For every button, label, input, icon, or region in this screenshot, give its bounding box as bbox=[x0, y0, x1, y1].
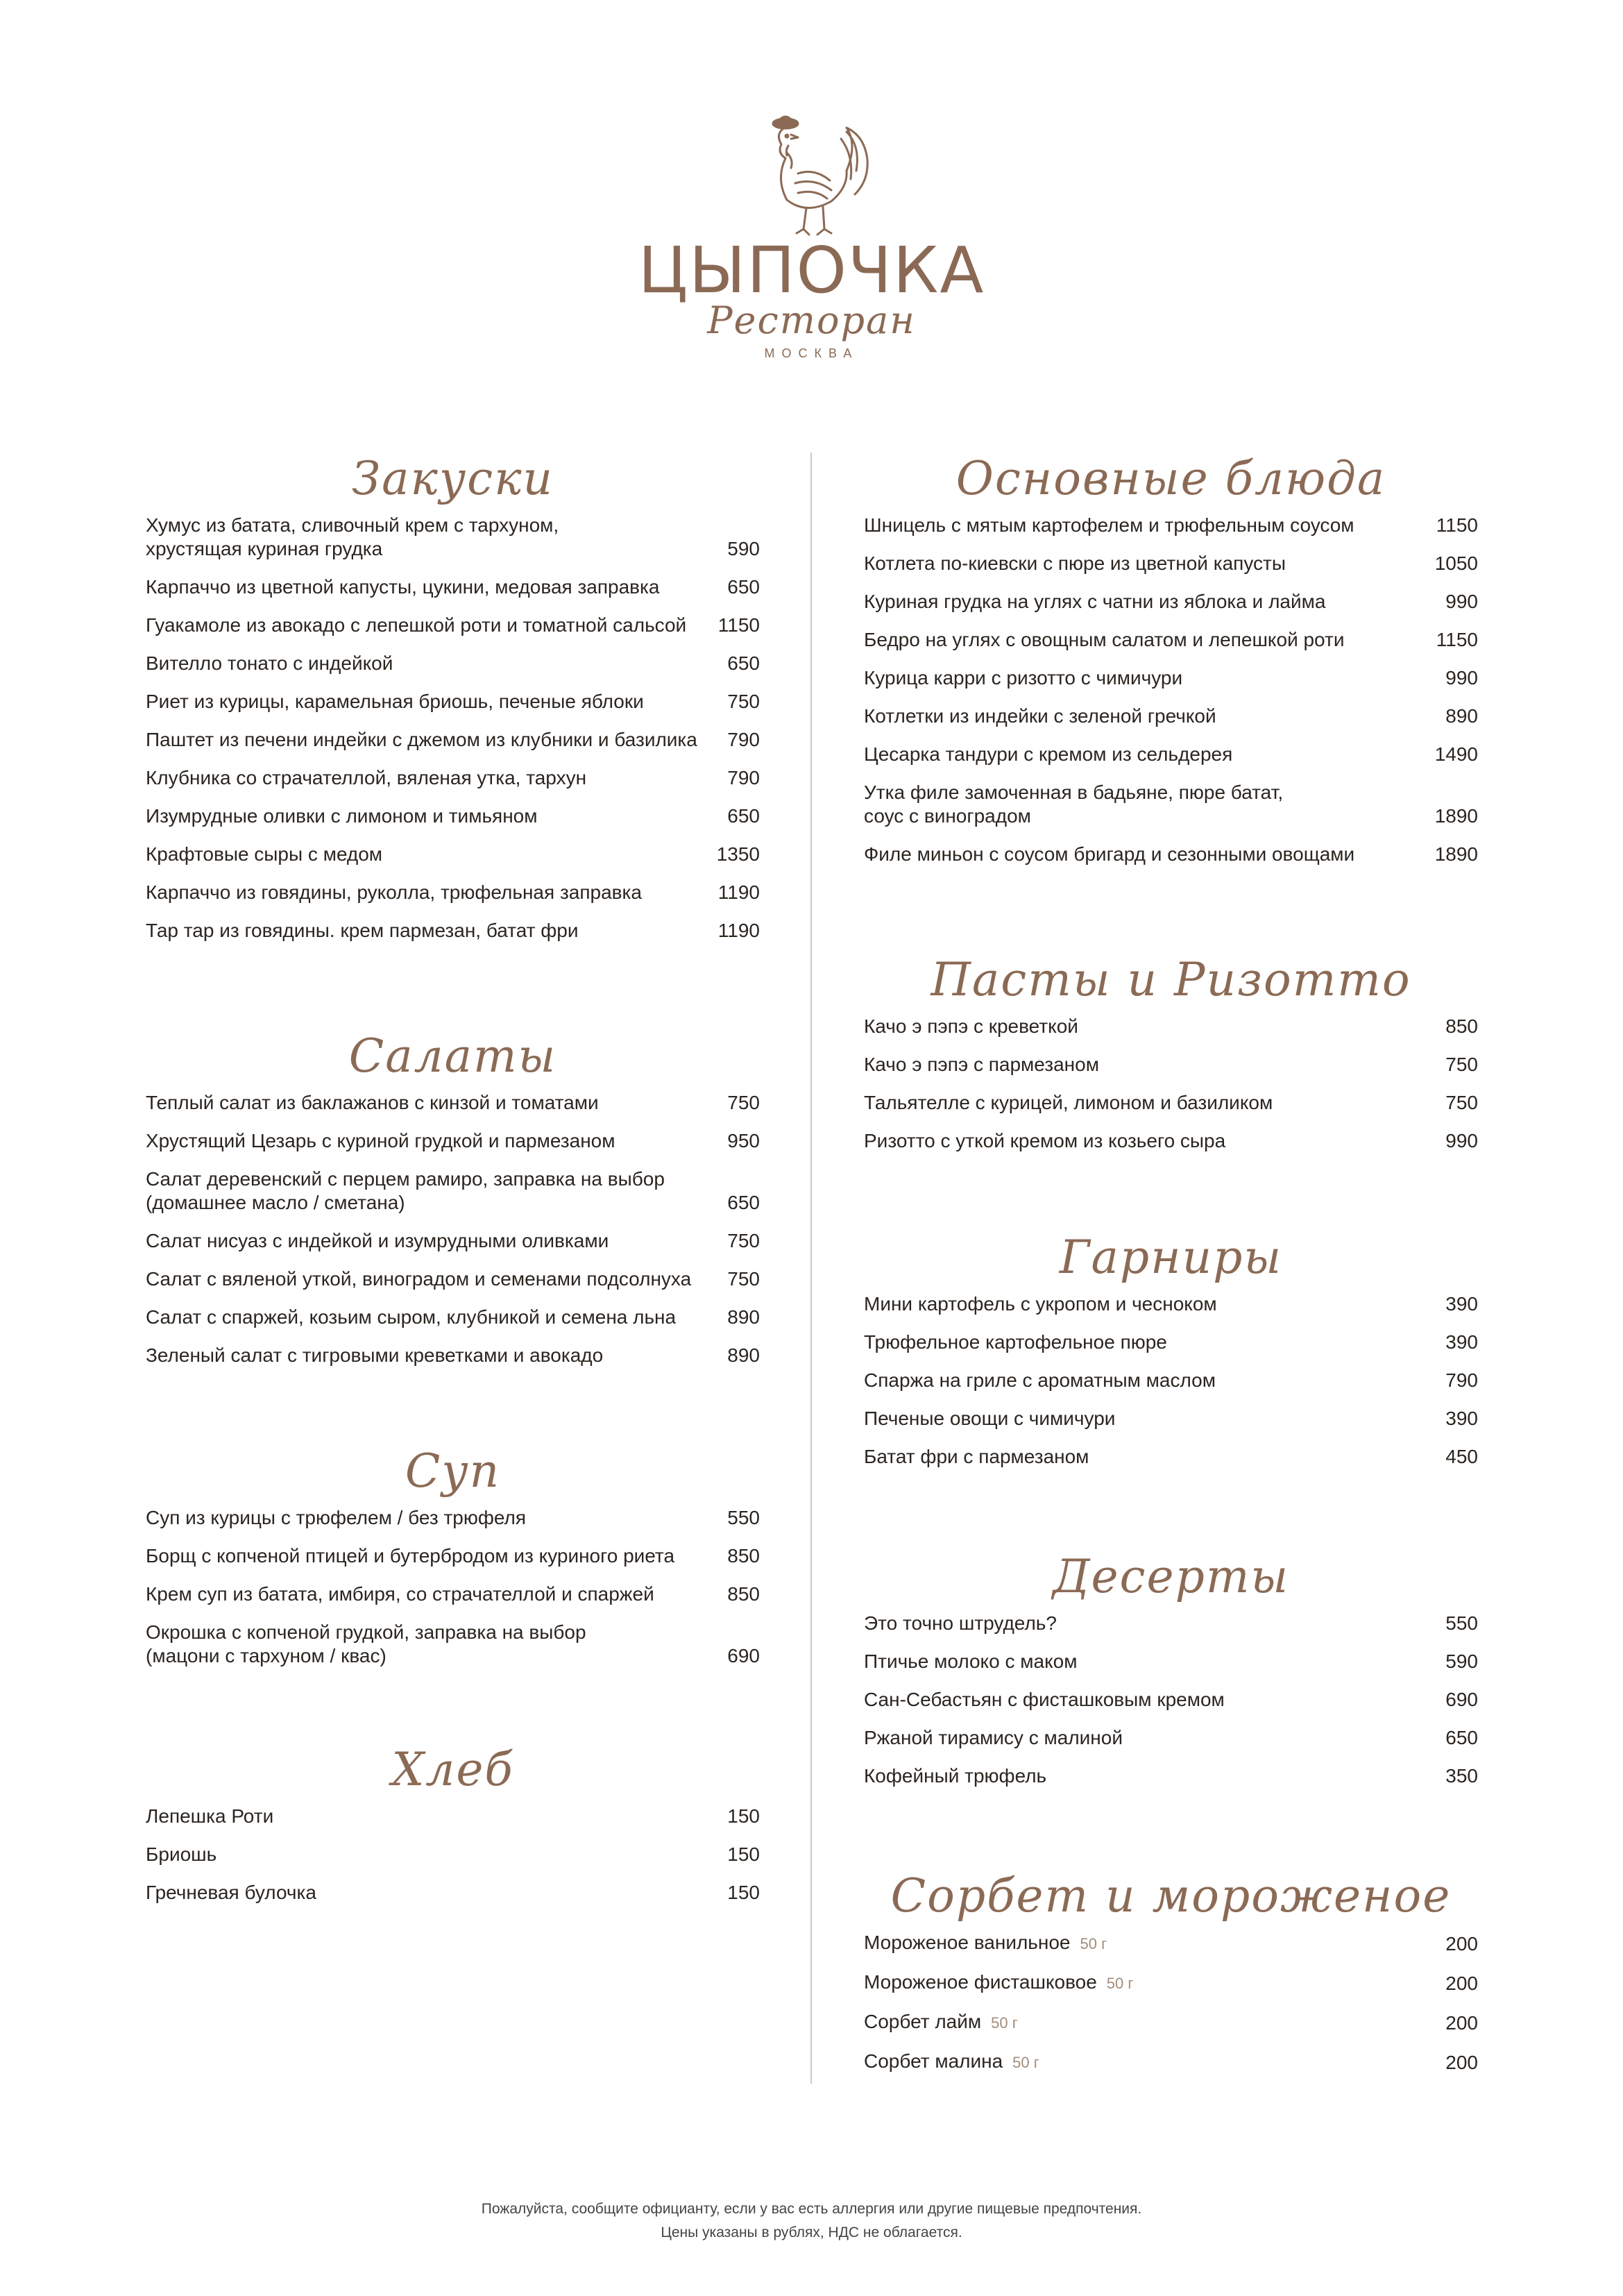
item-name: Это точно штрудель? bbox=[864, 1612, 1057, 1634]
item-price: 650 bbox=[727, 805, 760, 827]
item-name: Бриошь bbox=[146, 1843, 217, 1865]
item-price: 1150 bbox=[1436, 514, 1478, 536]
section-pasty bbox=[864, 945, 1478, 1167]
section-title: Суп bbox=[405, 1444, 501, 1498]
menu-item bbox=[146, 766, 760, 790]
item-price: 150 bbox=[727, 1882, 760, 1903]
section-title: Хлеб bbox=[391, 1743, 514, 1796]
item-name: Хрустящий Цезарь с куриной грудкой и пармезаном bbox=[146, 1130, 615, 1151]
item-name: Цесарка тандури с кремом из сельдерея bbox=[864, 743, 1233, 765]
item-name: Шницель с мятым картофелем и трюфельным соусом bbox=[864, 514, 1354, 536]
menu-item bbox=[146, 514, 760, 561]
menu-item bbox=[146, 1267, 760, 1291]
item-name: Котлетки из индейки с зеленой гречкой bbox=[864, 705, 1216, 727]
menu-item bbox=[864, 1407, 1478, 1430]
item-price: 200 bbox=[1445, 2052, 1478, 2073]
item-price: 790 bbox=[727, 767, 760, 788]
restaurant-logo bbox=[0, 104, 1623, 361]
section-sup bbox=[146, 1437, 760, 1682]
footer-allergy-note: Пожалуйста, сообщите официанту, если у вас есть аллергия или другие пищевые предпочтения. bbox=[481, 2201, 1142, 2217]
menu-item bbox=[146, 1344, 760, 1367]
section-salaty bbox=[146, 1022, 760, 1382]
item-name: Гуакамоле из авокадо с лепешкой роти и томатной сальсой bbox=[146, 614, 687, 636]
menu-item bbox=[864, 1688, 1478, 1712]
item-price: 550 bbox=[727, 1507, 760, 1528]
menu-item bbox=[864, 843, 1478, 866]
menu-item bbox=[146, 1805, 760, 1828]
item-price: 690 bbox=[1445, 1689, 1478, 1710]
item-price: 890 bbox=[727, 1306, 760, 1328]
item-name: Птичье молоко с маком bbox=[864, 1651, 1078, 1672]
item-price: 200 bbox=[1445, 1933, 1478, 1955]
item-name: Салат с спаржей, козьим сыром, клубникой и семена льна bbox=[146, 1306, 677, 1328]
logo-subtitle: Ресторан bbox=[707, 298, 916, 342]
item-price: 890 bbox=[727, 1344, 760, 1366]
item-price: 750 bbox=[1445, 1092, 1478, 1113]
menu-item bbox=[146, 575, 760, 599]
item-price: 790 bbox=[1445, 1369, 1478, 1391]
item-name: Крем суп из батата, имбиря, со страчателлой и спаржей bbox=[146, 1583, 654, 1605]
item-name: Сорбет малина 50 г bbox=[864, 2050, 1039, 2072]
menu-item bbox=[864, 1970, 1478, 1995]
item-name: Клубника со страчателлой, вяленая утка, тархун bbox=[146, 767, 587, 788]
item-name: Салат с вяленой уткой, виноградом и семенами подсолнуха bbox=[146, 1268, 692, 1290]
item-weight: 50 г bbox=[1106, 1975, 1134, 1992]
item-price: 1050 bbox=[1434, 552, 1478, 574]
item-price: 750 bbox=[727, 691, 760, 712]
item-price: 690 bbox=[727, 1645, 760, 1666]
menu-item bbox=[864, 2050, 1478, 2075]
item-name: Батат фри с пармезаном bbox=[864, 1446, 1089, 1467]
menu-item bbox=[146, 1091, 760, 1115]
item-name: Сорбет лайм 50 г bbox=[864, 2011, 1018, 2032]
item-price: 390 bbox=[1445, 1408, 1478, 1429]
menu-item bbox=[864, 666, 1478, 690]
item-price: 750 bbox=[727, 1268, 760, 1290]
item-weight: 50 г bbox=[1012, 2054, 1039, 2071]
menu-item bbox=[146, 843, 760, 866]
item-name: Паштет из печени индейки с джемом из клубники и базилика bbox=[146, 729, 697, 750]
menu-item bbox=[864, 590, 1478, 614]
item-price: 650 bbox=[727, 652, 760, 674]
item-name: Котлета по-киевски с пюре из цветной капусты bbox=[864, 552, 1286, 574]
menu-item bbox=[146, 1544, 760, 1568]
menu-item bbox=[864, 1612, 1478, 1635]
menu-item bbox=[864, 1931, 1478, 1956]
item-price: 750 bbox=[1445, 1054, 1478, 1075]
item-price: 650 bbox=[727, 1192, 760, 1213]
menu-item bbox=[146, 1582, 760, 1606]
item-price: 200 bbox=[1445, 2012, 1478, 2034]
item-name: Крафтовые сыры с медом bbox=[146, 843, 383, 865]
menu-item bbox=[146, 1881, 760, 1905]
menu-item bbox=[146, 1229, 760, 1253]
item-name: Карпаччо из цветной капусты, цукини, медовая заправка bbox=[146, 576, 660, 598]
menu-item bbox=[864, 1292, 1478, 1316]
item-name: Суп из курицы с трюфелем / без трюфеля bbox=[146, 1507, 527, 1528]
section-title: Гарниры bbox=[1059, 1231, 1283, 1284]
item-price: 750 bbox=[727, 1092, 760, 1113]
item-name: Лепешка Роти bbox=[146, 1805, 274, 1827]
item-price: 750 bbox=[727, 1230, 760, 1251]
menu-item bbox=[864, 1129, 1478, 1153]
item-name: Тар тар из говядины. крем пармезан, батат фри bbox=[146, 920, 579, 941]
menu-item bbox=[146, 690, 760, 714]
item-price: 850 bbox=[727, 1583, 760, 1605]
menu-item bbox=[146, 1621, 760, 1668]
logo-name: ЦЫПОЧКА bbox=[638, 233, 985, 307]
menu-item bbox=[864, 704, 1478, 728]
section-title: Основные блюда bbox=[955, 452, 1386, 505]
item-price: 1190 bbox=[717, 881, 760, 903]
item-name: Качо э пэпэ с креветкой bbox=[864, 1015, 1078, 1037]
item-name: Бедро на углях с овощным салатом и лепешкой роти bbox=[864, 629, 1345, 650]
item-name: Гречневая булочка bbox=[146, 1882, 316, 1903]
menu-item bbox=[864, 781, 1478, 828]
menu-item bbox=[146, 1167, 760, 1215]
menu-item bbox=[146, 1843, 760, 1866]
menu-item bbox=[864, 552, 1478, 575]
item-name: Курица карри с ризотто с чимичури bbox=[864, 667, 1183, 689]
item-name: Утка филе замоченная в бадьяне, пюре батат, соус с виноградом bbox=[864, 782, 1284, 827]
menu-item bbox=[864, 1650, 1478, 1673]
item-name: Печеные овощи с чимичури bbox=[864, 1408, 1116, 1429]
footer-price-note: Цены указаны в рублях, НДС не облагается. bbox=[661, 2225, 962, 2240]
item-name: Салат деревенский с перцем рамиро, заправка на выбор (домашнее масло / сметана) bbox=[146, 1168, 665, 1213]
item-name: Изумрудные оливки с лимоном и тимьяном bbox=[146, 805, 538, 827]
item-price: 790 bbox=[727, 729, 760, 750]
item-price: 390 bbox=[1445, 1331, 1478, 1353]
item-name: Хумус из батата, сливочный крем с тархуном, хрустящая куриная грудка bbox=[146, 514, 559, 559]
item-weight: 50 г bbox=[991, 2014, 1018, 2032]
menu-item bbox=[864, 514, 1478, 537]
item-price: 1490 bbox=[1434, 743, 1478, 765]
logo-city: МОСКВА bbox=[764, 346, 859, 360]
item-price: 550 bbox=[1445, 1612, 1478, 1634]
item-name: Риет из курицы, карамельная бриошь, печеные яблоки bbox=[146, 691, 644, 712]
rooster-icon bbox=[742, 104, 881, 243]
item-name: Филе миньон с соусом бригард и сезонными овощами bbox=[864, 843, 1355, 865]
item-price: 450 bbox=[1445, 1446, 1478, 1467]
menu-item bbox=[864, 1015, 1478, 1038]
item-name: Ризотто с уткой кремом из козьего сыра bbox=[864, 1130, 1226, 1151]
menu-item bbox=[864, 1764, 1478, 1788]
item-name: Трюфельное картофельное пюре bbox=[864, 1331, 1167, 1353]
item-name: Мини картофель с укропом и чесноком bbox=[864, 1293, 1217, 1315]
item-price: 990 bbox=[1445, 591, 1478, 612]
menu-item bbox=[864, 1331, 1478, 1354]
item-name: Теплый салат из баклажанов с кинзой и томатами bbox=[146, 1092, 599, 1113]
menu-item bbox=[864, 628, 1478, 652]
item-name: Куриная грудка на углях с чатни из яблока и лайма bbox=[864, 591, 1326, 612]
section-title: Сорбет и мороженое bbox=[890, 1869, 1452, 1923]
section-osnovnye bbox=[864, 444, 1478, 881]
menu-item bbox=[864, 1053, 1478, 1077]
section-title: Пасты и Ризотто bbox=[931, 953, 1411, 1006]
item-price: 1890 bbox=[1434, 805, 1478, 827]
menu-item bbox=[864, 743, 1478, 766]
menu-item bbox=[146, 728, 760, 752]
item-price: 350 bbox=[1445, 1765, 1478, 1787]
section-title: Салаты bbox=[348, 1029, 557, 1083]
item-price: 850 bbox=[727, 1545, 760, 1567]
item-name: Вителло тонато с индейкой bbox=[146, 652, 393, 674]
item-name: Качо э пэпэ с пармезаном bbox=[864, 1054, 1099, 1075]
section-title: Закуски bbox=[351, 452, 554, 505]
item-price: 1150 bbox=[1436, 629, 1478, 650]
menu-item bbox=[146, 919, 760, 943]
item-price: 950 bbox=[727, 1130, 760, 1151]
item-name: Зеленый салат с тигровыми креветками и авокадо bbox=[146, 1344, 604, 1366]
menu-item bbox=[146, 1506, 760, 1530]
menu-item bbox=[146, 614, 760, 637]
item-name: Мороженое ванильное 50 г bbox=[864, 1932, 1107, 1953]
item-price: 390 bbox=[1445, 1293, 1478, 1315]
section-title: Десерты bbox=[1052, 1550, 1290, 1603]
section-deserty bbox=[864, 1542, 1478, 1803]
item-name: Сан-Себастьян с фисташковым кремом bbox=[864, 1689, 1225, 1710]
item-price: 1150 bbox=[717, 614, 760, 636]
item-price: 990 bbox=[1445, 667, 1478, 689]
item-price: 990 bbox=[1445, 1130, 1478, 1151]
menu-item bbox=[146, 804, 760, 828]
menu-item bbox=[864, 1091, 1478, 1115]
item-price: 650 bbox=[1445, 1727, 1478, 1748]
item-name: Тальятелле с курицей, лимоном и базиликом bbox=[864, 1092, 1273, 1113]
item-price: 1350 bbox=[716, 843, 760, 865]
item-name: Салат нисуаз с индейкой и изумрудными оливками bbox=[146, 1230, 609, 1251]
menu-item bbox=[146, 881, 760, 904]
column-divider bbox=[810, 453, 812, 2084]
section-hleb bbox=[146, 1735, 760, 1919]
item-name: Окрошка с копченой грудкой, заправка на выбор (мацони с тархуном / квас) bbox=[146, 1621, 586, 1666]
item-price: 590 bbox=[727, 538, 760, 559]
menu-item bbox=[864, 2010, 1478, 2035]
item-price: 890 bbox=[1445, 705, 1478, 727]
menu-item bbox=[864, 1369, 1478, 1392]
item-price: 150 bbox=[727, 1805, 760, 1827]
item-weight: 50 г bbox=[1080, 1935, 1107, 1952]
section-zakuski bbox=[146, 444, 760, 957]
menu-item bbox=[146, 1306, 760, 1329]
item-name: Мороженое фисташковое 50 г bbox=[864, 1971, 1134, 1993]
item-price: 150 bbox=[727, 1843, 760, 1865]
item-price: 200 bbox=[1445, 1973, 1478, 1994]
menu-item bbox=[146, 1129, 760, 1153]
item-name: Спаржа на гриле с ароматным маслом bbox=[864, 1369, 1216, 1391]
footer-note bbox=[0, 2197, 1623, 2245]
menu-item bbox=[146, 652, 760, 675]
item-name: Кофейный трюфель bbox=[864, 1765, 1047, 1787]
section-sorbet bbox=[864, 1862, 1478, 2089]
item-name: Карпаччо из говядины, руколла, трюфельная заправка bbox=[146, 881, 642, 903]
item-price: 850 bbox=[1445, 1015, 1478, 1037]
section-garniry bbox=[864, 1223, 1478, 1483]
item-price: 590 bbox=[1445, 1651, 1478, 1672]
item-name: Ржаной тирамису с малиной bbox=[864, 1727, 1123, 1748]
item-price: 1190 bbox=[717, 920, 760, 941]
menu-item bbox=[864, 1445, 1478, 1469]
item-price: 1890 bbox=[1434, 843, 1478, 865]
item-name: Борщ с копченой птицей и бутербродом из куриного риета bbox=[146, 1545, 675, 1567]
menu-item bbox=[864, 1726, 1478, 1750]
item-price: 650 bbox=[727, 576, 760, 598]
